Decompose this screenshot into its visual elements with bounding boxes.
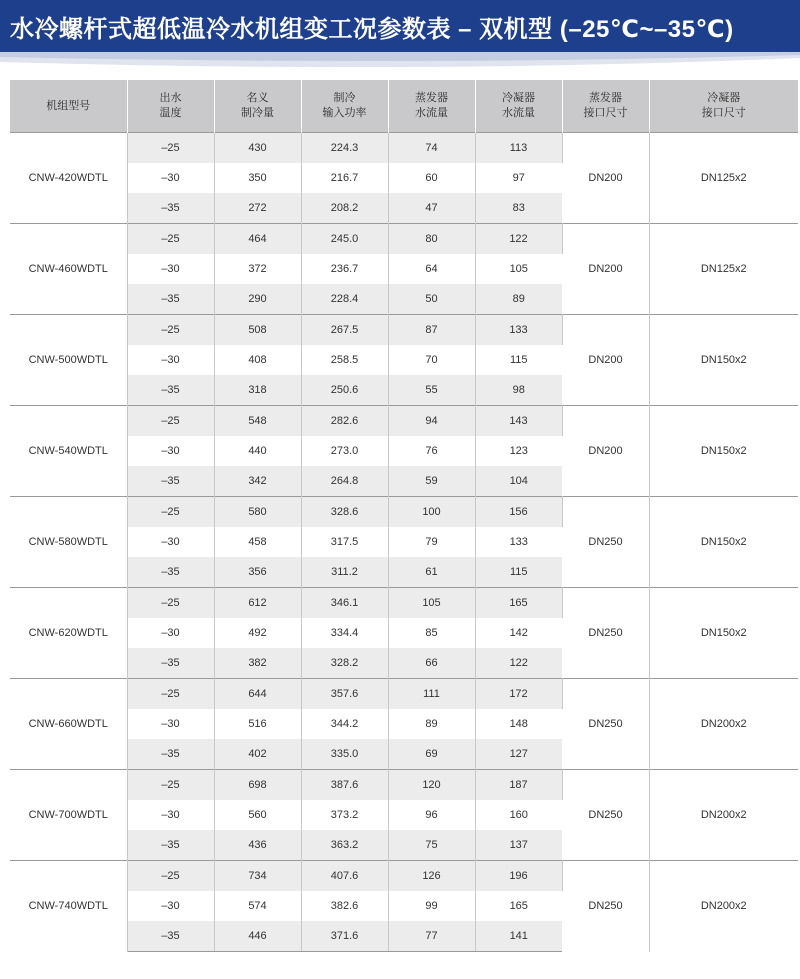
power-cell: 264.8 bbox=[301, 466, 388, 497]
outlet-temp-cell: –30 bbox=[127, 436, 214, 466]
power-cell: 250.6 bbox=[301, 375, 388, 406]
cond-flow-cell: 165 bbox=[475, 588, 562, 619]
outlet-temp-cell: –30 bbox=[127, 254, 214, 284]
outlet-temp-cell: –25 bbox=[127, 588, 214, 619]
evap-flow-cell: 61 bbox=[388, 557, 475, 588]
power-cell: 344.2 bbox=[301, 709, 388, 739]
evap-conn-cell: DN200 bbox=[562, 133, 649, 224]
power-cell: 208.2 bbox=[301, 193, 388, 224]
column-header bbox=[127, 80, 214, 133]
outlet-temp-cell: –35 bbox=[127, 193, 214, 224]
power-cell: 258.5 bbox=[301, 345, 388, 375]
evap-flow-cell: 75 bbox=[388, 830, 475, 861]
outlet-temp-cell: –35 bbox=[127, 557, 214, 588]
column-header bbox=[214, 80, 301, 133]
evap-flow-cell: 85 bbox=[388, 618, 475, 648]
capacity-cell: 356 bbox=[214, 557, 301, 588]
evap-flow-cell: 74 bbox=[388, 133, 475, 164]
evap-flow-cell: 96 bbox=[388, 800, 475, 830]
power-cell: 245.0 bbox=[301, 224, 388, 255]
outlet-temp-cell: –25 bbox=[127, 770, 214, 801]
capacity-cell: 408 bbox=[214, 345, 301, 375]
outlet-temp-cell: –25 bbox=[127, 861, 214, 892]
model-cell: CNW-740WDTL bbox=[10, 861, 127, 952]
table-row bbox=[10, 770, 798, 801]
column-header bbox=[649, 80, 798, 133]
evap-flow-cell: 77 bbox=[388, 921, 475, 952]
power-cell: 382.6 bbox=[301, 891, 388, 921]
outlet-temp-cell: –35 bbox=[127, 830, 214, 861]
evap-flow-cell: 99 bbox=[388, 891, 475, 921]
spec-table bbox=[10, 80, 798, 952]
capacity-cell: 574 bbox=[214, 891, 301, 921]
power-cell: 228.4 bbox=[301, 284, 388, 315]
evap-flow-cell: 111 bbox=[388, 679, 475, 710]
evap-flow-cell: 69 bbox=[388, 739, 475, 770]
capacity-cell: 446 bbox=[214, 921, 301, 952]
evap-flow-cell: 55 bbox=[388, 375, 475, 406]
cond-conn-cell: DN150x2 bbox=[649, 588, 798, 679]
cond-flow-cell: 133 bbox=[475, 315, 562, 346]
header-row bbox=[10, 80, 798, 133]
capacity-cell: 580 bbox=[214, 497, 301, 528]
column-header bbox=[10, 80, 127, 133]
cond-flow-cell: 156 bbox=[475, 497, 562, 528]
capacity-cell: 350 bbox=[214, 163, 301, 193]
column-header-line2: 水流量 bbox=[502, 107, 535, 119]
table-row bbox=[10, 497, 798, 528]
cond-flow-cell: 105 bbox=[509, 263, 528, 275]
evap-flow-cell: 59 bbox=[388, 466, 475, 497]
cond-flow-cell: 97 bbox=[512, 172, 525, 184]
cond-flow-cell: 187 bbox=[475, 770, 562, 801]
evap-flow-cell: 105 bbox=[388, 588, 475, 619]
cond-flow-cell: 89 bbox=[475, 284, 562, 315]
capacity-cell: 382 bbox=[214, 648, 301, 679]
capacity-cell: 508 bbox=[214, 315, 301, 346]
cond-conn-cell: DN200x2 bbox=[649, 770, 798, 861]
column-header-line2: 水流量 bbox=[415, 107, 448, 119]
outlet-temp-cell: –30 bbox=[127, 163, 214, 193]
cond-conn-cell: DN125x2 bbox=[649, 224, 798, 315]
capacity-cell: 516 bbox=[214, 709, 301, 739]
capacity-cell: 548 bbox=[214, 406, 301, 437]
outlet-temp-cell: –25 bbox=[127, 679, 214, 710]
evap-conn-cell: DN250 bbox=[562, 679, 649, 770]
evap-flow-cell: 80 bbox=[388, 224, 475, 255]
cond-flow-cell: 113 bbox=[475, 133, 562, 164]
power-cell: 346.1 bbox=[301, 588, 388, 619]
table-row bbox=[10, 406, 798, 437]
table-row bbox=[10, 315, 798, 346]
column-header-line2: 制冷量 bbox=[241, 107, 274, 119]
cond-flow-cell: 123 bbox=[509, 445, 528, 457]
capacity-cell: 290 bbox=[214, 284, 301, 315]
column-header bbox=[562, 80, 649, 133]
cond-flow-cell: 127 bbox=[475, 739, 562, 770]
cond-flow-cell: 122 bbox=[475, 648, 562, 679]
outlet-temp-cell: –30 bbox=[127, 800, 214, 830]
column-header-line1: 蒸发器 bbox=[415, 92, 448, 104]
power-cell: 216.7 bbox=[301, 163, 388, 193]
cond-conn-cell: DN125x2 bbox=[649, 133, 798, 224]
model-group bbox=[10, 315, 798, 406]
cond-flow-cell: 115 bbox=[509, 354, 528, 366]
column-header-line1: 冷凝器 bbox=[707, 92, 741, 104]
model-group bbox=[10, 679, 798, 770]
power-cell: 267.5 bbox=[301, 315, 388, 346]
outlet-temp-cell: –25 bbox=[127, 406, 214, 437]
cond-flow-cell: 196 bbox=[475, 861, 562, 892]
column-header-line1: 冷凝器 bbox=[502, 92, 535, 104]
cond-conn-cell: DN200x2 bbox=[649, 679, 798, 770]
table-row bbox=[10, 224, 798, 255]
evap-conn-cell: DN250 bbox=[562, 861, 649, 952]
model-group bbox=[10, 133, 798, 224]
outlet-temp-cell: –35 bbox=[127, 375, 214, 406]
cond-flow-cell: 143 bbox=[475, 406, 562, 437]
power-cell: 328.2 bbox=[301, 648, 388, 679]
column-header bbox=[301, 80, 388, 133]
model-cell: CNW-580WDTL bbox=[10, 497, 127, 588]
power-cell: 224.3 bbox=[301, 133, 388, 164]
power-cell: 328.6 bbox=[301, 497, 388, 528]
column-header-line1: 名义 bbox=[246, 92, 269, 104]
cond-flow-cell: 115 bbox=[475, 557, 562, 588]
power-cell: 373.2 bbox=[301, 800, 388, 830]
model-cell: CNW-620WDTL bbox=[10, 588, 127, 679]
model-group bbox=[10, 770, 798, 861]
model-group bbox=[10, 406, 798, 497]
evap-flow-cell: 126 bbox=[388, 861, 475, 892]
evap-flow-cell: 70 bbox=[388, 345, 475, 375]
power-cell: 311.2 bbox=[301, 557, 388, 588]
outlet-temp-cell: –25 bbox=[127, 497, 214, 528]
column-header-line2: 接口尺寸 bbox=[583, 107, 628, 119]
power-cell: 317.5 bbox=[301, 527, 388, 557]
capacity-cell: 436 bbox=[214, 830, 301, 861]
cond-conn-cell: DN200x2 bbox=[649, 861, 798, 952]
capacity-cell: 644 bbox=[214, 679, 301, 710]
capacity-cell: 698 bbox=[214, 770, 301, 801]
cond-flow-cell: 142 bbox=[509, 627, 528, 639]
cond-conn-cell: DN150x2 bbox=[649, 315, 798, 406]
evap-flow-cell: 87 bbox=[388, 315, 475, 346]
model-cell: CNW-660WDTL bbox=[10, 679, 127, 770]
cond-flow-cell: 137 bbox=[475, 830, 562, 861]
evap-flow-cell: 120 bbox=[388, 770, 475, 801]
evap-conn-cell: DN250 bbox=[562, 770, 649, 861]
cond-flow-cell: 141 bbox=[475, 921, 562, 952]
capacity-cell: 560 bbox=[214, 800, 301, 830]
cond-flow-cell: 148 bbox=[509, 718, 528, 730]
cond-flow-cell: 122 bbox=[475, 224, 562, 255]
outlet-temp-cell: –30 bbox=[127, 891, 214, 921]
evap-flow-cell: 50 bbox=[388, 284, 475, 315]
power-cell: 407.6 bbox=[301, 861, 388, 892]
model-group bbox=[10, 588, 798, 679]
power-cell: 282.6 bbox=[301, 406, 388, 437]
cond-flow-cell: 98 bbox=[475, 375, 562, 406]
model-cell: CNW-460WDTL bbox=[10, 224, 127, 315]
evap-conn-cell: DN250 bbox=[562, 497, 649, 588]
outlet-temp-cell: –35 bbox=[127, 921, 214, 952]
power-cell: 371.6 bbox=[301, 921, 388, 952]
title-banner bbox=[0, 0, 800, 52]
table-row bbox=[10, 133, 798, 164]
capacity-cell: 440 bbox=[214, 436, 301, 466]
cond-flow-cell: 83 bbox=[475, 193, 562, 224]
column-header-line2: 接口尺寸 bbox=[701, 107, 746, 119]
capacity-cell: 342 bbox=[214, 466, 301, 497]
outlet-temp-cell: –30 bbox=[127, 709, 214, 739]
model-cell: CNW-420WDTL bbox=[10, 133, 127, 224]
cond-flow-cell: 160 bbox=[509, 809, 528, 821]
evap-conn-cell: DN200 bbox=[562, 406, 649, 497]
evap-flow-cell: 47 bbox=[388, 193, 475, 224]
evap-conn-cell: DN200 bbox=[562, 315, 649, 406]
evap-conn-cell: DN200 bbox=[562, 224, 649, 315]
evap-flow-cell: 60 bbox=[388, 163, 475, 193]
decorative-swoosh bbox=[0, 52, 800, 78]
page-title: 水冷螺杆式超低温冷水机组变工况参数表 – 双机型 (–25℃~–35℃) bbox=[10, 16, 734, 43]
cond-conn-cell: DN150x2 bbox=[649, 406, 798, 497]
capacity-cell: 372 bbox=[214, 254, 301, 284]
model-cell: CNW-500WDTL bbox=[10, 315, 127, 406]
model-group bbox=[10, 224, 798, 315]
outlet-temp-cell: –25 bbox=[127, 315, 214, 346]
outlet-temp-cell: –25 bbox=[127, 224, 214, 255]
table-row bbox=[10, 588, 798, 619]
model-group bbox=[10, 861, 798, 952]
power-cell: 273.0 bbox=[301, 436, 388, 466]
column-header bbox=[388, 80, 475, 133]
capacity-cell: 402 bbox=[214, 739, 301, 770]
column-header-line1: 蒸发器 bbox=[589, 92, 622, 104]
cond-flow-cell: 104 bbox=[475, 466, 562, 497]
model-cell: CNW-540WDTL bbox=[10, 406, 127, 497]
evap-flow-cell: 76 bbox=[388, 436, 475, 466]
column-header-line2: 输入功率 bbox=[322, 107, 367, 119]
power-cell: 387.6 bbox=[301, 770, 388, 801]
outlet-temp-cell: –30 bbox=[127, 527, 214, 557]
capacity-cell: 492 bbox=[214, 618, 301, 648]
outlet-temp-cell: –35 bbox=[127, 739, 214, 770]
evap-flow-cell: 64 bbox=[388, 254, 475, 284]
cond-conn-cell: DN150x2 bbox=[649, 497, 798, 588]
evap-flow-cell: 89 bbox=[388, 709, 475, 739]
model-cell: CNW-700WDTL bbox=[10, 770, 127, 861]
model-group bbox=[10, 497, 798, 588]
outlet-temp-cell: –25 bbox=[127, 133, 214, 164]
power-cell: 363.2 bbox=[301, 830, 388, 861]
power-cell: 335.0 bbox=[301, 739, 388, 770]
capacity-cell: 458 bbox=[214, 527, 301, 557]
capacity-cell: 734 bbox=[214, 861, 301, 892]
capacity-cell: 318 bbox=[214, 375, 301, 406]
outlet-temp-cell: –30 bbox=[127, 618, 214, 648]
column-header bbox=[475, 80, 562, 133]
table-row bbox=[10, 861, 798, 892]
column-header-line1: 制冷 bbox=[333, 92, 356, 104]
evap-flow-cell: 66 bbox=[388, 648, 475, 679]
capacity-cell: 612 bbox=[214, 588, 301, 619]
power-cell: 334.4 bbox=[301, 618, 388, 648]
outlet-temp-cell: –35 bbox=[127, 284, 214, 315]
cond-flow-cell: 133 bbox=[509, 536, 528, 548]
outlet-temp-cell: –30 bbox=[127, 345, 214, 375]
cond-flow-cell: 172 bbox=[475, 679, 562, 710]
capacity-cell: 430 bbox=[214, 133, 301, 164]
column-header-line2: 温度 bbox=[159, 107, 182, 119]
column-header-line1: 机组型号 bbox=[46, 99, 91, 112]
cond-flow-cell: 165 bbox=[509, 900, 528, 912]
power-cell: 357.6 bbox=[301, 679, 388, 710]
outlet-temp-cell: –35 bbox=[127, 466, 214, 497]
evap-flow-cell: 79 bbox=[388, 527, 475, 557]
capacity-cell: 272 bbox=[214, 193, 301, 224]
column-header-line1: 出水 bbox=[159, 92, 182, 104]
outlet-temp-cell: –35 bbox=[127, 648, 214, 679]
capacity-cell: 464 bbox=[214, 224, 301, 255]
evap-flow-cell: 100 bbox=[388, 497, 475, 528]
evap-flow-cell: 94 bbox=[388, 406, 475, 437]
power-cell: 236.7 bbox=[301, 254, 388, 284]
evap-conn-cell: DN250 bbox=[562, 588, 649, 679]
table-row bbox=[10, 679, 798, 710]
